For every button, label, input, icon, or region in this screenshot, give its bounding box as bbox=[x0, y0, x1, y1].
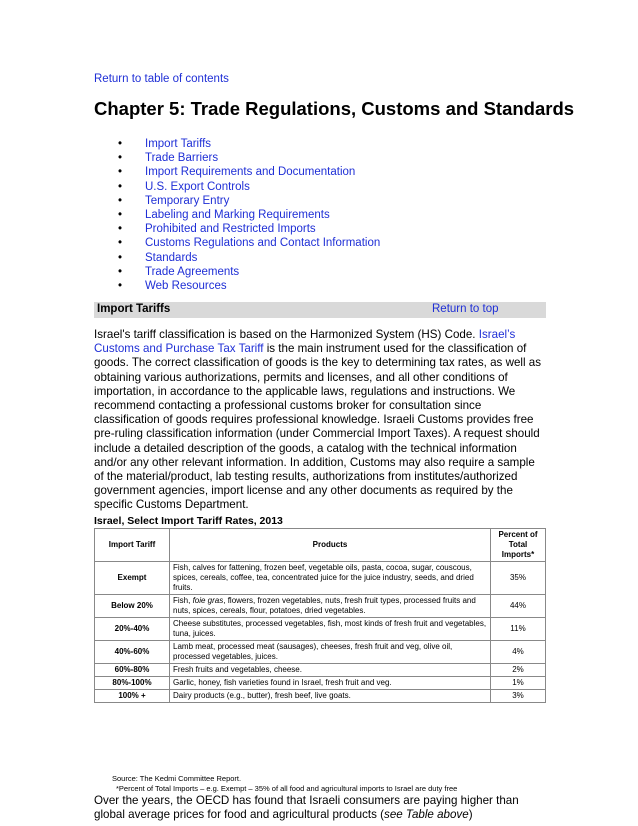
closing-text: Over the years, the OECD has found that Israeli consumers are paying higher than global average prices for food and agricultural products ( bbox=[94, 794, 519, 822]
toc-item-trade-barriers[interactable] bbox=[118, 151, 380, 165]
toc-link[interactable]: Import Tariffs bbox=[145, 138, 212, 150]
products-cell bbox=[170, 641, 491, 664]
table-row bbox=[95, 618, 546, 641]
body-intro-text: Israel's tariff classification is based on the Harmonized System (HS) Code. bbox=[94, 328, 479, 341]
percent-cell: 1% bbox=[491, 677, 546, 690]
percent-cell: 11% bbox=[491, 618, 546, 641]
bullet-icon: • bbox=[118, 194, 123, 207]
return-to-top-link[interactable]: Return to top bbox=[432, 303, 499, 315]
toc-item-customs-regulations[interactable] bbox=[118, 236, 380, 250]
table-row bbox=[95, 595, 546, 618]
tariff-cell: 100% + bbox=[95, 690, 170, 703]
toc-link[interactable]: U.S. Export Controls bbox=[145, 180, 250, 193]
toc-link[interactable]: Customs Regulations and Contact Information bbox=[145, 237, 381, 250]
products-cell bbox=[170, 618, 491, 641]
tariff-cell: 60%-80% bbox=[95, 664, 170, 677]
column-header-tariff: Import Tariff bbox=[95, 529, 170, 562]
closing-text: ) bbox=[468, 808, 473, 822]
bullet-icon: • bbox=[118, 180, 123, 193]
percent-cell: 2% bbox=[491, 664, 546, 677]
column-header-percent: Percent of Total Imports* bbox=[491, 529, 546, 562]
table-header-row bbox=[95, 529, 546, 562]
bullet-icon: • bbox=[118, 152, 123, 165]
toc-link[interactable]: Prohibited and Restricted Imports bbox=[145, 223, 316, 236]
bullet-icon: • bbox=[118, 237, 123, 250]
percent-cell: 4% bbox=[491, 641, 546, 664]
bullet-icon: • bbox=[118, 280, 123, 293]
bullet-icon: • bbox=[118, 166, 123, 179]
toc-item-temporary-entry[interactable] bbox=[118, 194, 380, 208]
column-header-products: Products bbox=[170, 529, 491, 562]
products-text-italic: foie gras bbox=[192, 596, 224, 605]
tariff-cell: 40%-60% bbox=[95, 641, 170, 664]
bullet-icon: • bbox=[118, 209, 123, 222]
table-row bbox=[95, 664, 546, 677]
products-text: Cheese substitutes, processed vegetables, fish, most kinds of fresh fruit and vegetables, tuna, juices. bbox=[173, 619, 487, 638]
products-text: , flowers, frozen vegetables, nuts, fresh fruit types, processed fruits and nuts, spices, cereals, flour, potatoes, dried vegetables. bbox=[173, 596, 476, 615]
products-text: Fish, bbox=[173, 596, 193, 605]
tariff-cell: Exempt bbox=[95, 562, 170, 595]
products-text: Fresh fruits and vegetables, cheese. bbox=[173, 665, 302, 674]
toc-link[interactable]: Labeling and Marking Requirements bbox=[145, 209, 330, 222]
customs-tariff-link[interactable]: Israel’s Customs and Purchase Tax Tariff bbox=[94, 328, 516, 356]
bullet-icon: • bbox=[118, 265, 123, 278]
bullet-icon: • bbox=[118, 251, 123, 264]
toc-item-web-resources[interactable] bbox=[118, 279, 380, 293]
percent-cell: 35% bbox=[491, 562, 546, 595]
toc-link[interactable]: Trade Barriers bbox=[145, 152, 219, 165]
body-paragraph bbox=[94, 328, 544, 513]
percent-cell: 3% bbox=[491, 690, 546, 703]
table-source-note: Source: The Kedmi Committee Report. bbox=[112, 774, 242, 783]
products-cell bbox=[170, 664, 491, 677]
return-to-toc-link[interactable]: Return to table of contents bbox=[94, 73, 229, 85]
chapter-toc-list bbox=[118, 137, 380, 293]
toc-item-export-controls[interactable] bbox=[118, 180, 380, 194]
table-row bbox=[95, 562, 546, 595]
toc-link[interactable]: Standards bbox=[145, 251, 198, 264]
section-header-bar bbox=[94, 302, 546, 318]
toc-link[interactable]: Temporary Entry bbox=[145, 194, 230, 207]
tariff-cell: 20%-40% bbox=[95, 618, 170, 641]
toc-link[interactable]: Trade Agreements bbox=[145, 265, 240, 278]
chapter-title: Chapter 5: Trade Regulations, Customs and Standards bbox=[94, 98, 575, 119]
closing-paragraph bbox=[94, 794, 544, 822]
tariff-cell: Below 20% bbox=[95, 595, 170, 618]
percent-cell: 44% bbox=[491, 595, 546, 618]
toc-item-prohibited-imports[interactable] bbox=[118, 222, 380, 236]
table-footnote: *Percent of Total Imports – e.g. Exempt – 35% of all food and agricultural imports to Israel are duty free bbox=[116, 784, 458, 793]
toc-item-labeling[interactable] bbox=[118, 208, 380, 222]
products-cell bbox=[170, 690, 491, 703]
tariff-cell: 80%-100% bbox=[95, 677, 170, 690]
table-caption: Israel, Select Import Tariff Rates, 2013 bbox=[94, 515, 283, 527]
products-text: Dairy products (e.g., butter), fresh beef, live goats. bbox=[173, 691, 351, 700]
table-row bbox=[95, 690, 546, 703]
products-text: Lamb meat, processed meat (sausages), cheeses, fresh fruit and veg, olive oil, processed vegetables, juices. bbox=[173, 642, 453, 661]
products-text: Fish, calves for fattening, frozen beef, vegetable oils, pasta, cocoa, sugar, couscous, spices, cereals, coffee, tea, concentrated juice for the juice industry, seeds, and dried fruits. bbox=[173, 563, 474, 592]
table-row bbox=[95, 677, 546, 690]
toc-item-standards[interactable] bbox=[118, 251, 380, 265]
toc-link[interactable]: Web Resources bbox=[145, 280, 227, 293]
toc-item-import-tariffs[interactable] bbox=[118, 137, 380, 151]
bullet-icon: • bbox=[118, 223, 123, 236]
toc-link[interactable]: Import Requirements and Documentation bbox=[145, 166, 356, 179]
body-rest-text: is the main instrument used for the classification of goods. The correct classification of goods is the key to determining tax rates, as well as obtaining various authorizations, permits and licenses, and all other conditions of importation, in accordance to the applicable laws, regulations and instructions. We recommend contacting a professional customs broker for consultation since classification of goods requires professional knowledge. Israeli Customs provides free pre-ruling classification information (under Commercial Import Taxes). A request should include a detailed description of the goods, a catalog with the technical information and/or any other relevant information. In addition, Customs may also require a sample of the material/product, lab testing results, authorizations from institutes/authorized government agencies, import license and any other documents as required by the specific Customs Department. bbox=[94, 342, 542, 512]
table-row bbox=[95, 641, 546, 664]
products-text: Garlic, honey, fish varieties found in Israel, fresh fruit and veg. bbox=[173, 678, 392, 687]
section-title: Import Tariffs bbox=[97, 303, 171, 315]
tariff-rates-table bbox=[94, 528, 546, 703]
closing-text-italic: see Table above bbox=[384, 808, 469, 822]
products-cell bbox=[170, 562, 491, 595]
toc-item-trade-agreements[interactable] bbox=[118, 265, 380, 279]
toc-item-import-requirements[interactable] bbox=[118, 165, 380, 179]
products-cell bbox=[170, 677, 491, 690]
products-cell bbox=[170, 595, 491, 618]
bullet-icon: • bbox=[118, 138, 123, 150]
